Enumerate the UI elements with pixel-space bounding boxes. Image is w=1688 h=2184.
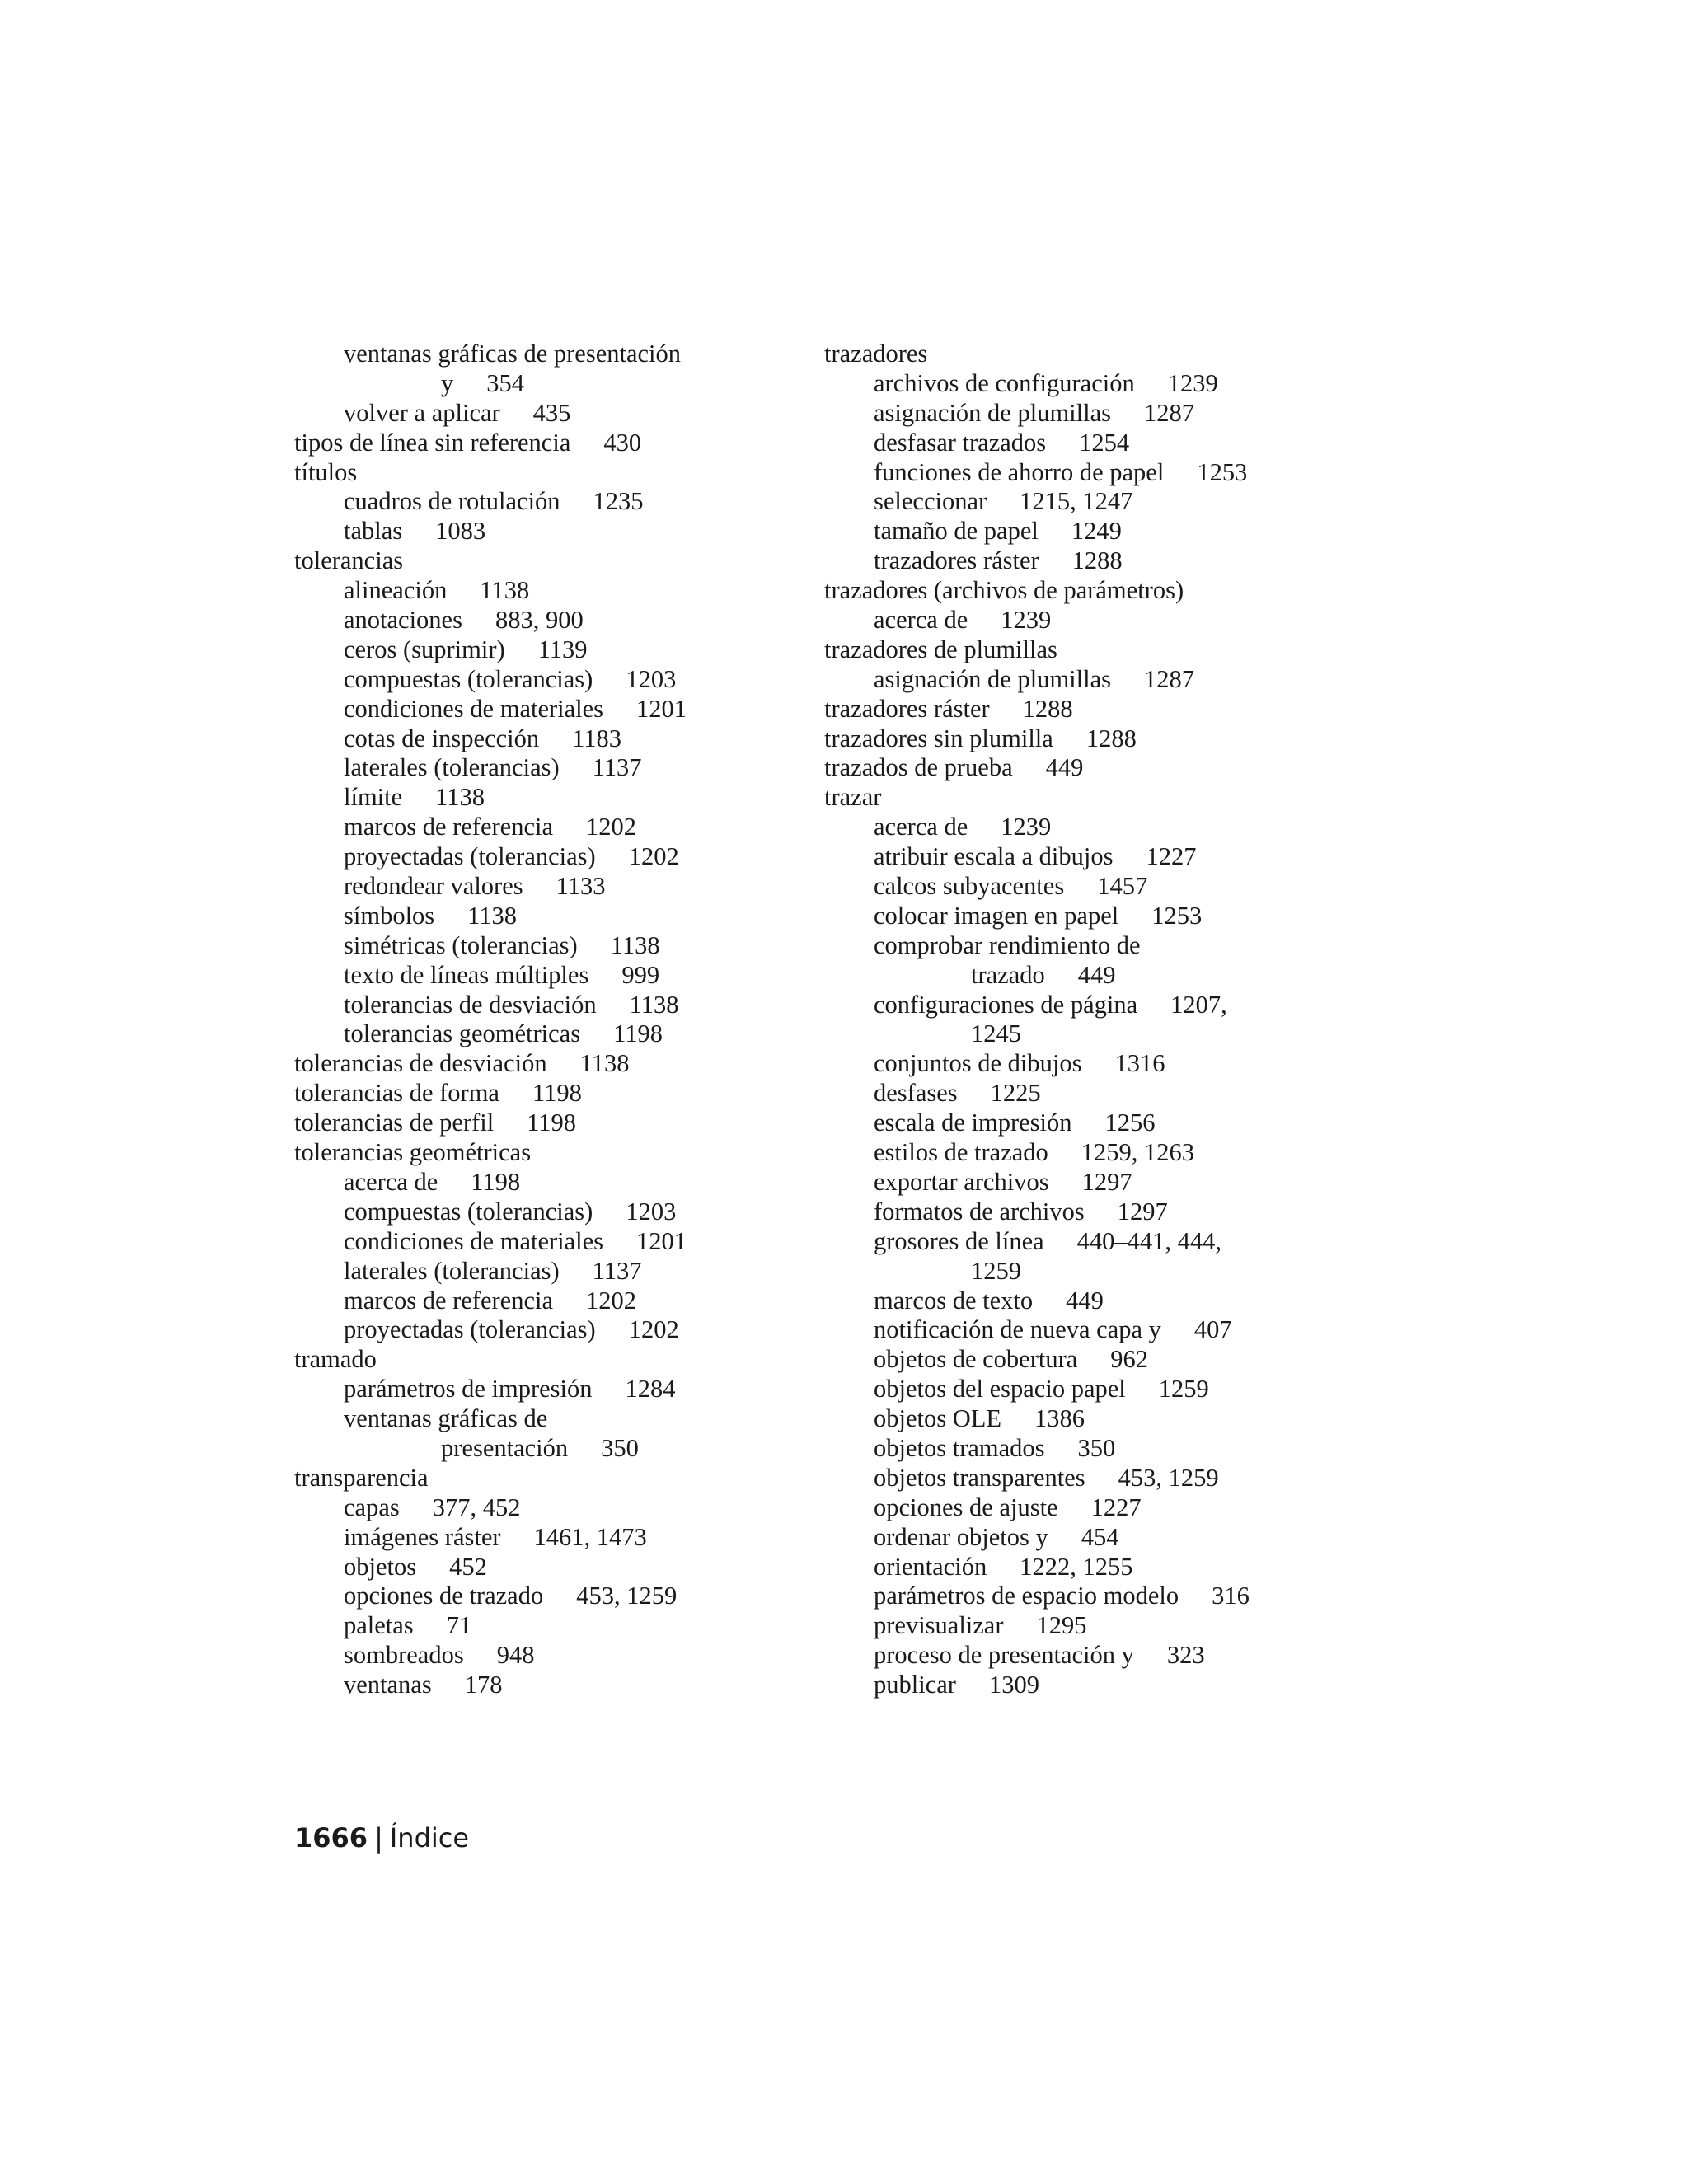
index-pages: 1222, 1255 — [1020, 1552, 1133, 1581]
index-term: proyectadas (tolerancias) — [344, 1315, 596, 1344]
index-pages: 1202 — [586, 1286, 636, 1315]
index-entry — [824, 1345, 1352, 1375]
index-term: tolerancias — [294, 546, 404, 575]
index-pages: 1227 — [1090, 1493, 1142, 1521]
index-entry — [294, 1079, 822, 1108]
index-entry — [294, 1671, 822, 1700]
index-term: acerca de — [344, 1167, 438, 1196]
index-term: condiciones de materiales — [344, 1226, 604, 1255]
index-term: transparencia — [294, 1463, 429, 1492]
index-term: notificación de nueva capa y — [874, 1315, 1161, 1344]
index-pages: 1198 — [527, 1108, 577, 1137]
index-term: calcos subyacentes — [874, 872, 1065, 901]
index-entry — [294, 517, 822, 546]
index-term: texto de líneas múltiples — [344, 960, 589, 989]
index-pages: 1239 — [1167, 368, 1218, 397]
index-pages: 1198 — [471, 1167, 521, 1196]
index-entry — [824, 1464, 1352, 1493]
index-term: objetos de cobertura — [874, 1345, 1078, 1374]
index-pages: 962 — [1110, 1345, 1149, 1374]
index-term: tolerancias de desviación — [344, 990, 597, 1019]
index-entry — [294, 1493, 822, 1523]
index-term: configuraciones de página — [874, 990, 1138, 1019]
index-term: tolerancias geométricas — [344, 1019, 581, 1048]
index-pages: 1202 — [586, 813, 636, 841]
index-term: trazar — [824, 783, 882, 812]
index-entry — [294, 1019, 822, 1049]
footer-separator: | — [374, 1822, 383, 1854]
index-pages: 1254 — [1079, 428, 1130, 457]
index-pages: 452 — [449, 1552, 487, 1581]
index-entry — [294, 872, 822, 902]
index-entry — [824, 1315, 1352, 1345]
index-pages: 1215, 1247 — [1020, 487, 1133, 516]
index-term: 1259 — [971, 1256, 1021, 1285]
index-term: trazadores sin plumilla — [824, 724, 1053, 752]
index-term: desfasar trazados — [874, 428, 1047, 457]
index-term: tipos de línea sin referencia — [294, 428, 571, 457]
index-entry — [824, 1049, 1352, 1079]
index-term: trazadores (archivos de parámetros) — [824, 576, 1184, 605]
index-entry — [294, 429, 822, 458]
index-term: archivos de configuración — [874, 368, 1135, 397]
index-pages: 449 — [1077, 960, 1116, 989]
index-entry — [294, 1197, 822, 1227]
index-term: atribuir escala a dibujos — [874, 842, 1114, 871]
index-pages: 1183 — [572, 724, 622, 752]
index-pages: 1137 — [592, 1256, 642, 1285]
index-entry — [294, 724, 822, 754]
index-term: volver a aplicar — [344, 398, 500, 427]
index-pages: 449 — [1045, 753, 1084, 782]
index-term: trazadores de plumillas — [824, 635, 1057, 663]
index-pages: 1225 — [990, 1079, 1041, 1108]
index-entry — [294, 902, 822, 931]
index-term: simétricas (tolerancias) — [344, 930, 578, 959]
index-term: parámetros de impresión — [344, 1375, 593, 1404]
index-pages: 323 — [1166, 1641, 1205, 1670]
index-entry — [294, 1611, 822, 1641]
index-entry — [824, 783, 1352, 813]
index-pages: 350 — [601, 1433, 639, 1462]
index-pages: 1138 — [480, 576, 530, 605]
index-term: ventanas gráficas de — [344, 1404, 548, 1433]
index-entry — [294, 1582, 822, 1611]
index-term: escala de impresión — [874, 1108, 1072, 1137]
index-term: opciones de ajuste — [874, 1493, 1058, 1521]
index-pages: 407 — [1193, 1315, 1232, 1344]
index-term: marcos de referencia — [344, 813, 553, 841]
index-term: objetos del espacio papel — [874, 1375, 1126, 1404]
index-pages: 1288 — [1071, 546, 1123, 575]
index-pages: 1138 — [467, 901, 518, 930]
index-entry — [294, 1227, 822, 1257]
index-term: funciones de ahorro de papel — [874, 457, 1165, 486]
index-entry — [824, 1168, 1352, 1197]
index-pages: 1083 — [435, 517, 486, 546]
index-term: proceso de presentación y — [874, 1641, 1134, 1670]
index-pages: 178 — [464, 1671, 503, 1699]
index-term: laterales (tolerancias) — [344, 753, 560, 782]
index-pages: 1139 — [537, 635, 588, 663]
index-pages: 71 — [446, 1611, 472, 1640]
index-entry — [824, 517, 1352, 546]
index-term: ventanas — [344, 1671, 432, 1699]
index-pages: 1198 — [613, 1019, 663, 1048]
section-title: Índice — [389, 1822, 470, 1854]
index-entry — [294, 1286, 822, 1316]
index-pages: 1259, 1263 — [1081, 1138, 1194, 1167]
index-term: trazadores — [824, 340, 928, 368]
index-pages: 316 — [1212, 1582, 1250, 1610]
index-pages: 1239 — [1001, 606, 1052, 635]
index-term: publicar — [874, 1671, 956, 1699]
index-term: ordenar objetos y — [874, 1522, 1048, 1551]
index-entry — [824, 991, 1352, 1020]
index-entry — [824, 429, 1352, 458]
index-term: 1245 — [971, 1019, 1021, 1048]
index-term: compuestas (tolerancias) — [344, 1197, 593, 1226]
index-term: paletas — [344, 1611, 414, 1640]
index-entry — [294, 931, 822, 961]
index-entry — [824, 813, 1352, 842]
index-pages: 1249 — [1071, 517, 1122, 546]
index-pages: 1309 — [988, 1671, 1039, 1699]
index-pages: 440–441, 444, — [1076, 1226, 1222, 1255]
index-entry — [824, 1434, 1352, 1464]
index-pages: 1316 — [1114, 1049, 1165, 1078]
index-entry — [824, 753, 1352, 783]
index-entry — [294, 1345, 822, 1375]
index-entry — [824, 1197, 1352, 1227]
index-term: trazadores ráster — [874, 546, 1039, 575]
index-entry — [824, 1019, 1352, 1049]
index-term: objetos transparentes — [874, 1463, 1085, 1492]
index-term: orientación — [874, 1552, 987, 1581]
index-term: sombreados — [344, 1641, 464, 1670]
index-entry — [824, 1553, 1352, 1582]
index-pages: 453, 1259 — [576, 1582, 678, 1610]
index-term: exportar archivos — [874, 1167, 1049, 1196]
index-term: imágenes ráster — [344, 1522, 501, 1551]
index-pages: 350 — [1077, 1433, 1116, 1462]
index-pages: 1386 — [1034, 1404, 1085, 1433]
index-entry — [294, 1375, 822, 1404]
index-term: asignación de plumillas — [874, 398, 1111, 427]
index-entry — [294, 1464, 822, 1493]
index-term: comprobar rendimiento de — [874, 930, 1141, 959]
index-pages: 1227 — [1146, 842, 1197, 871]
index-entry — [294, 606, 822, 635]
index-term: condiciones de materiales — [344, 694, 604, 723]
index-entry — [294, 1523, 822, 1553]
index-entry — [824, 724, 1352, 754]
index-pages: 1201 — [636, 694, 687, 723]
index-term: tramado — [294, 1345, 377, 1374]
index-term: tamaño de papel — [874, 517, 1039, 546]
index-pages: 1297 — [1081, 1167, 1132, 1196]
index-entry — [824, 1611, 1352, 1641]
index-entry — [824, 842, 1352, 872]
index-term: asignación de plumillas — [874, 664, 1111, 693]
index-pages: 948 — [496, 1641, 535, 1670]
index-entry — [824, 1641, 1352, 1671]
index-term: objetos OLE — [874, 1404, 1002, 1433]
index-pages: 377, 452 — [432, 1493, 521, 1521]
index-pages: 1137 — [592, 753, 642, 782]
index-column-right — [824, 340, 1352, 1700]
index-term: ceros (suprimir) — [344, 635, 505, 663]
index-term: tolerancias geométricas — [294, 1138, 532, 1167]
index-entry — [824, 1138, 1352, 1168]
index-term: marcos de texto — [874, 1286, 1034, 1315]
index-term: trazadores ráster — [824, 694, 990, 723]
index-entry — [824, 1227, 1352, 1257]
index-term: laterales (tolerancias) — [344, 1256, 560, 1285]
index-pages: 1207, — [1170, 990, 1227, 1019]
index-term: ventanas gráficas de presentación — [344, 340, 682, 368]
index-term: presentación — [441, 1433, 569, 1462]
index-entry — [294, 753, 822, 783]
index-term: límite — [344, 783, 403, 812]
index-pages: 1198 — [532, 1079, 582, 1108]
index-entry — [294, 1434, 822, 1464]
index-term: tolerancias de forma — [294, 1079, 499, 1108]
index-entry — [824, 902, 1352, 931]
index-term: trazados de prueba — [824, 753, 1013, 782]
index-entry — [824, 1286, 1352, 1316]
index-entry — [824, 665, 1352, 695]
index-entry — [294, 369, 822, 399]
index-entry — [294, 1138, 822, 1168]
index-entry — [294, 1049, 822, 1079]
index-entry — [294, 783, 822, 813]
index-entry — [824, 872, 1352, 902]
index-pages: 1295 — [1036, 1611, 1087, 1640]
index-entry — [824, 606, 1352, 635]
index-pages: 454 — [1081, 1522, 1119, 1551]
index-term: opciones de trazado — [344, 1582, 544, 1610]
index-pages: 1203 — [626, 664, 677, 693]
index-term: conjuntos de dibujos — [874, 1049, 1082, 1078]
index-pages: 1202 — [628, 842, 679, 871]
index-term: tolerancias de perfil — [294, 1108, 495, 1137]
index-pages: 1201 — [636, 1226, 687, 1255]
index-entry — [824, 576, 1352, 606]
index-entry — [294, 695, 822, 724]
index-term: grosores de línea — [874, 1226, 1044, 1255]
index-term: redondear valores — [344, 872, 523, 901]
index-entry — [294, 546, 822, 576]
index-entry — [824, 487, 1352, 517]
index-pages: 1138 — [579, 1049, 630, 1078]
index-term: cuadros de rotulación — [344, 487, 560, 516]
index-pages: 1287 — [1144, 664, 1194, 693]
index-term: colocar imagen en papel — [874, 901, 1119, 930]
index-pages: 1288 — [1085, 724, 1137, 752]
index-term: objetos tramados — [874, 1433, 1045, 1462]
index-entry — [824, 1375, 1352, 1404]
index-pages: 1239 — [1001, 813, 1052, 841]
index-entry — [824, 546, 1352, 576]
index-entry — [824, 1404, 1352, 1434]
index-pages: 1256 — [1104, 1108, 1156, 1137]
index-entry — [294, 340, 822, 369]
index-entry — [294, 1404, 822, 1434]
index-entry — [824, 1523, 1352, 1553]
index-term: símbolos — [344, 901, 435, 930]
index-pages: 1253 — [1151, 901, 1203, 930]
index-pages: 1133 — [556, 872, 606, 901]
index-entry — [824, 1671, 1352, 1700]
index-term: seleccionar — [874, 487, 987, 516]
index-entry — [824, 961, 1352, 991]
page-number: 1666 — [294, 1822, 368, 1854]
index-term: compuestas (tolerancias) — [344, 664, 593, 693]
index-entry — [824, 340, 1352, 369]
index-pages: 1297 — [1117, 1197, 1168, 1226]
index-entry — [824, 1493, 1352, 1523]
index-pages: 1284 — [625, 1375, 676, 1404]
index-entry — [824, 1108, 1352, 1138]
index-entry — [294, 487, 822, 517]
index-entry — [294, 1641, 822, 1671]
index-entry — [294, 961, 822, 991]
index-pages: 453, 1259 — [1118, 1463, 1219, 1492]
index-entry — [294, 635, 822, 665]
index-pages: 999 — [621, 960, 660, 989]
index-entry — [294, 1108, 822, 1138]
index-entry — [824, 695, 1352, 724]
index-entry — [824, 1257, 1352, 1286]
index-entry — [294, 1553, 822, 1582]
index-term: acerca de — [874, 813, 968, 841]
index-entry — [824, 931, 1352, 961]
index-entry — [294, 1168, 822, 1197]
index-term: formatos de archivos — [874, 1197, 1085, 1226]
index-entry — [824, 1079, 1352, 1108]
index-term: alineación — [344, 576, 448, 605]
index-pages: 1235 — [593, 487, 644, 516]
index-pages: 1138 — [629, 990, 679, 1019]
index-term: tablas — [344, 517, 403, 546]
index-pages: 1202 — [628, 1315, 679, 1344]
index-pages: 883, 900 — [495, 606, 584, 635]
index-term: objetos — [344, 1552, 417, 1581]
index-term: parámetros de espacio modelo — [874, 1582, 1179, 1610]
index-entry — [294, 458, 822, 488]
index-term: cotas de inspección — [344, 724, 540, 752]
index-column-left — [294, 340, 822, 1700]
index-term: trazado — [971, 960, 1045, 989]
index-term: anotaciones — [344, 606, 462, 635]
index-entry — [294, 991, 822, 1020]
index-pages: 1138 — [435, 783, 485, 812]
index-entry — [294, 665, 822, 695]
index-pages: 1457 — [1097, 872, 1148, 901]
index-pages: 430 — [603, 428, 642, 457]
index-entry — [294, 1315, 822, 1345]
index-pages: 1461, 1473 — [533, 1522, 647, 1551]
index-term: desfases — [874, 1079, 958, 1108]
index-term: acerca de — [874, 606, 968, 635]
index-pages: 1253 — [1197, 457, 1248, 486]
index-pages: 354 — [486, 368, 524, 397]
index-entry — [294, 576, 822, 606]
index-term: previsualizar — [874, 1611, 1004, 1640]
index-entry — [824, 635, 1352, 665]
index-entry — [294, 842, 822, 872]
index-term: y — [441, 368, 454, 397]
index-entry — [294, 813, 822, 842]
index-pages: 435 — [532, 398, 571, 427]
index-term: marcos de referencia — [344, 1286, 553, 1315]
page-footer — [294, 1821, 469, 1854]
index-term: capas — [344, 1493, 400, 1521]
index-entry — [294, 399, 822, 429]
index-term: tolerancias de desviación — [294, 1049, 547, 1078]
index-pages: 1259 — [1158, 1375, 1209, 1404]
index-entry — [824, 458, 1352, 488]
index-entry — [824, 1582, 1352, 1611]
index-pages: 1138 — [610, 930, 660, 959]
index-entry — [824, 369, 1352, 399]
index-pages: 1288 — [1022, 694, 1073, 723]
index-term: estilos de trazado — [874, 1138, 1048, 1167]
index-term: proyectadas (tolerancias) — [344, 842, 596, 871]
index-pages: 1203 — [626, 1197, 677, 1226]
index-term: títulos — [294, 457, 358, 486]
index-entry — [294, 1257, 822, 1286]
index-entry — [824, 399, 1352, 429]
index-pages: 1287 — [1144, 398, 1194, 427]
index-pages: 449 — [1066, 1286, 1104, 1315]
